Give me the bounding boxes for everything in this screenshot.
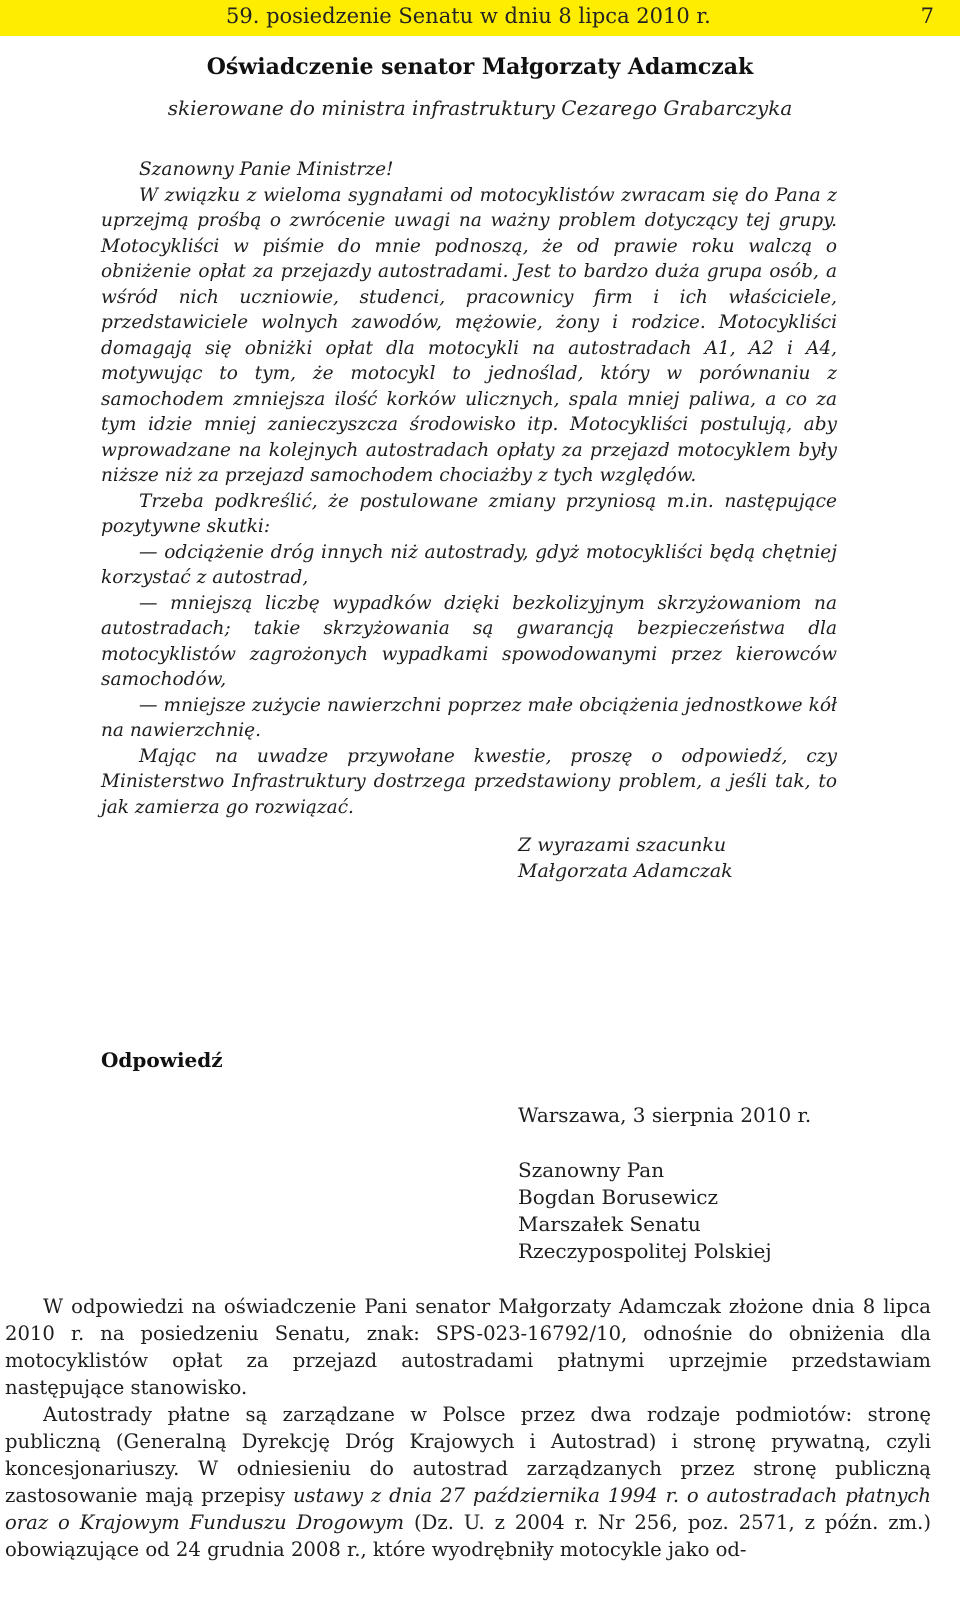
answer-paragraph-1: W odpowiedzi na oświadczenie Pani senator Małgorzaty Adamczak złożone dnia 8 lipca 2010 r. na posiedzeniu Senatu, znak: SPS-023-16792/10, odnośnie do obniżenia dla motocyklistów opłat za przejazd autostradami płatnymi uprzejmie przedstawiam następujące stanowisko. [5,1295,931,1399]
addressee-line: Marszałek Senatu [518,1212,701,1236]
salutation: Szanowny Panie Ministrze! [139,159,394,180]
addressee-line: Szanowny Pan [518,1158,665,1182]
bullet-item-3: — mniejsze zużycie nawierzchni poprzez małe obciążenia jednostkowe kół na nawierzchnię. [101,694,837,741]
statute-citation: ustawy z dnia 27 października 1994 r. o autostradach płatnych oraz o Krajowym Funduszu Drogowym [5,1484,931,1534]
statement-paragraph-2: Trzeba podkreślić, że postulowane zmiany przyniosą m.in. następujące pozytywne skutki: [101,490,837,537]
addressee-line: Bogdan Borusewicz [518,1185,719,1209]
addressee-block [518,1157,772,1265]
closing-text: Z wyrazami szacunku [518,834,727,856]
statement-paragraph-3: Mając na uwadze przywołane kwestie, proszę o odpowiedź, czy Ministerstwo Infrastruktury dostrzega przedstawiony problem, a jeśli tak, to jak zamierza go rozwiązać. [101,745,837,818]
place-date: Warszawa, 3 sierpnia 2010 r. [518,1103,812,1127]
running-title: 59. posiedzenie Senatu w dniu 8 lipca 2010 r. [226,4,711,28]
statement-paragraph-1: W związku z wieloma sygnałami od motocyklistów zwracam się do Pana z uprzejmą prośbą o zwrócenie uwagi na ważny problem dotyczący tej grupy. Motocykliści w piśmie do mnie podnoszą, że od prawie roku walczą o obniżenie opłat za przejazdy autostradami. Jest to bardzo duża grupa osób, a wśród nich uczniowie, studenci, pracownicy firm i ich właściciele, przedstawiciele wolnych zawodów, mężowie, żony i rodzice. Motocykliści domagają się obniżki opłat dla motocykli na autostradach A1, A2 i A4, motywując to tym, że motocykl to jednoślad, który w porównaniu z samochodem zmniejsza ilość korków ulicznych, spala mniej paliwa, a co za tym idzie mniej zanieczyszcza środowisko itp. Motocykliści postulują, aby wprowadzane na kolejnych autostradach opłaty za przejazd motocyklem były niższe niż za przejazd samochodem chociażby z tych względów. [101,184,837,486]
statement-body [101,157,837,820]
answer-paragraph-2-continuation: (Dz. U. z 2004 r. Nr 256, poz. 2571, z późn. zm.) obowiązujące od 24 grudnia 2008 r., które wyodrębniły motocykle jako od- [5,1511,931,1561]
addressee-line: Rzeczypospolitej Polskiej [518,1239,772,1263]
statement-title: Oświadczenie senator Małgorzaty Adamczak [206,54,754,80]
page-number: 7 [920,4,934,28]
signature-name: Małgorzata Adamczak [518,860,733,882]
answer-heading: Odpowiedź [101,1048,223,1072]
signature-block [518,832,733,884]
statement-subtitle: skierowane do ministra infrastruktury Cezarego Grabarczyka [167,96,793,120]
bullet-item-2: — mniejszą liczbę wypadków dzięki bezkolizyjnym skrzyżowaniom na autostradach; takie skrzyżowania są gwarancją bezpieczeństwa dla motocyklistów zagrożonych wypadkami spowodowanymi przez kierowców samochodów, [101,592,837,690]
answer-paragraph-2-text: Autostrady płatne są zarządzane w Polsce przez dwa rodzaje podmiotów: stronę publiczną (Generalną Dyrekcję Dróg Krajowych i Autostrad) i stronę prywatną, czyli koncesjonariuszy. W odniesieniu do autostrad zarządzanych przez stronę publiczną zastosowanie mają przepisy [5,1403,931,1507]
bullet-item-1: — odciążenie dróg innych niż autostrady, gdyż motocykliści będą chętniej korzystać z autostrad, [101,541,837,588]
page-header [0,0,960,36]
answer-body [5,1293,931,1563]
answer-paragraph-2 [5,1401,931,1563]
